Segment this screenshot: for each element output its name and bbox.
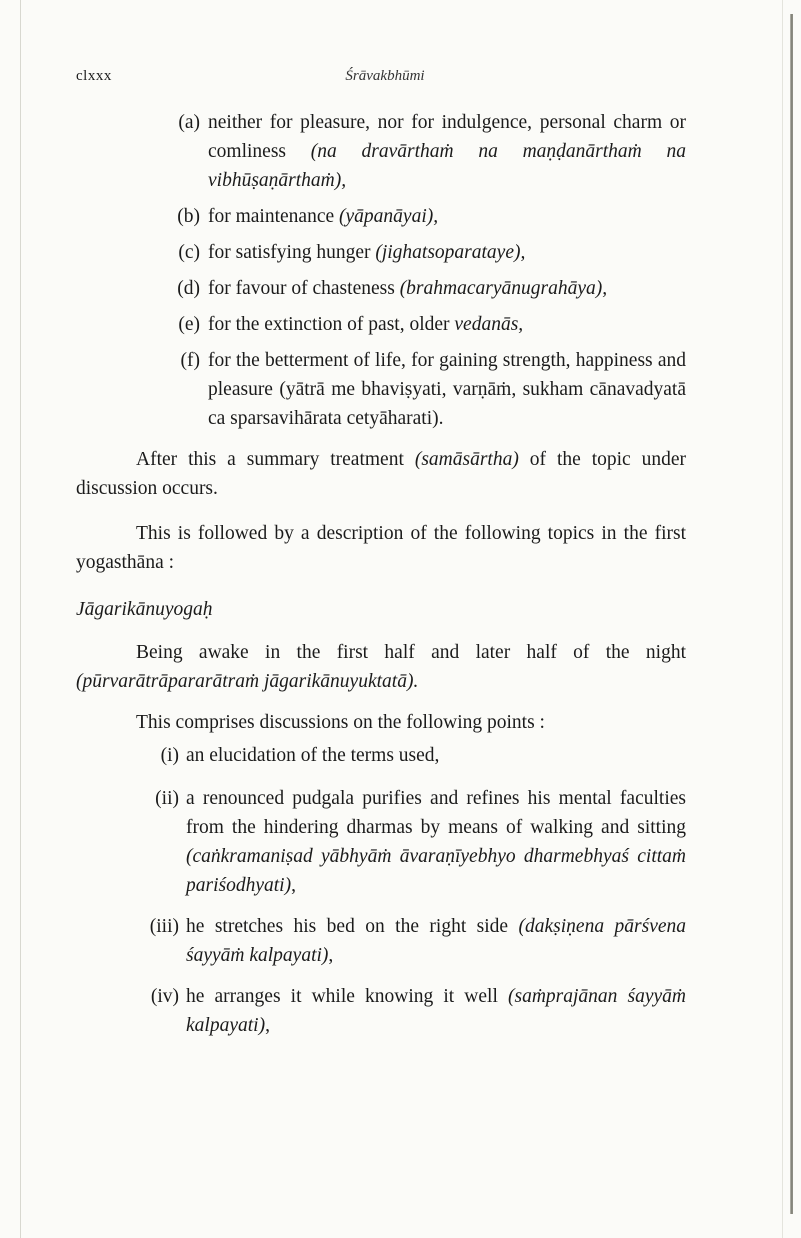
list-item-d	[76, 274, 686, 303]
page-right-edge	[790, 14, 793, 1214]
list-item-ii: (ii) a renounced pudgala purifies and refines his mental faculties from the hindering dharmas by means of walking and sitting (caṅkramaniṣad yābhyāṁ āvaraṇīyebhyo dharmebhyaś cittaṁ pariśodhyati),	[76, 784, 686, 900]
page-body	[76, 108, 686, 1040]
item-text: neither for pleasure, nor for indulgence, personal charm or comliness	[208, 112, 686, 162]
item-text: for satisfying hunger	[208, 242, 371, 263]
item-text: a renounced pudgala purifies and refines his mental faculties from the hindering dharmas by means of walking and sitting	[186, 788, 686, 838]
sanskrit-term: (pūrvarātrāpararātraṁ jāgarikānuyuktatā).	[76, 671, 419, 692]
sanskrit-term: vedanās,	[454, 314, 524, 335]
awake-paragraph: Being awake in the first half and later half of the night (pūrvarātrāpararātraṁ jāgarikānuyuktatā).	[76, 642, 686, 692]
item-text: an elucidation of the terms used,	[186, 745, 440, 766]
item-text: for favour of chasteness	[208, 278, 395, 299]
list-item-b	[76, 202, 686, 231]
list-marker: (ii)	[155, 788, 179, 809]
list-marker: (d)	[177, 278, 200, 299]
sanskrit-term: (samāsārtha)	[414, 449, 519, 470]
sanskrit-term: (na dravārthaṁ na maṇḍanārthaṁ na vibhūṣaṇārthaṁ),	[208, 141, 686, 191]
list-marker: (iv)	[150, 986, 179, 1007]
list-marker: (e)	[178, 314, 200, 335]
list-item-c	[76, 238, 686, 267]
sanskrit-term: (yāpanāyai),	[339, 206, 439, 227]
item-text: for maintenance	[208, 206, 335, 227]
list-marker: (b)	[177, 206, 200, 227]
sanskrit-term: (jighatsoparataye),	[375, 242, 526, 263]
list-item-f	[76, 346, 686, 433]
page-number: clxxx	[76, 68, 112, 84]
list-item-a	[76, 108, 686, 195]
followed-paragraph: This is followed by a description of the following topics in the first yogasthāna :	[76, 523, 686, 573]
list-marker: (c)	[178, 242, 200, 263]
list-item-iii: (iii) he stretches his bed on the right side (dakṣiṇena pārśvena śayyāṁ kalpayati),	[76, 912, 686, 970]
page-gutter-line	[782, 0, 783, 1238]
summary-paragraph: After this a summary treatment (samāsārtha) of the topic under discussion occurs.	[76, 449, 687, 499]
section-heading: Jāgarikānuyogaḥ	[76, 599, 213, 620]
sanskrit-term: (brahmacaryānugrahāya),	[399, 278, 608, 299]
list-marker: (iii)	[149, 916, 179, 937]
list-marker: (f)	[180, 350, 200, 371]
list-item-i	[76, 741, 686, 770]
sanskrit-term: (dakṣiṇena pārśvena śayyāṁ kalpayati)	[186, 916, 687, 966]
list-marker: (a)	[178, 112, 200, 133]
item-text: he arranges it while knowing it well	[186, 986, 498, 1007]
sanskrit-term: (caṅkramaniṣad yābhyāṁ āvaraṇīyebhyo dharmebhyaś cittaṁ pariśodhyati)	[186, 846, 686, 896]
sanskrit-term: (saṁprajānan śayyāṁ kalpayati)	[186, 986, 687, 1036]
item-text: he stretches his bed on the right side	[186, 916, 509, 937]
item-text: for the extinction of past, older	[208, 314, 450, 335]
list-item-e	[76, 310, 686, 339]
running-title: Śrāvakbhūmi	[345, 68, 425, 84]
page-left-edge	[20, 0, 21, 1238]
page-header	[76, 68, 696, 92]
list-item-iv: (iv) he arranges it while knowing it well (saṁprajānan śayyāṁ kalpayati),	[76, 982, 686, 1040]
comprises-paragraph: This comprises discussions on the following points :	[136, 712, 545, 733]
list-marker: (i)	[160, 745, 179, 766]
item-text: for the betterment of life, for gaining strength, happiness and pleasure (yātrā me bhaviṣyati, varṇāṁ, sukham cānavadyatā ca sparsavihārata cetyāharati).	[208, 350, 686, 429]
